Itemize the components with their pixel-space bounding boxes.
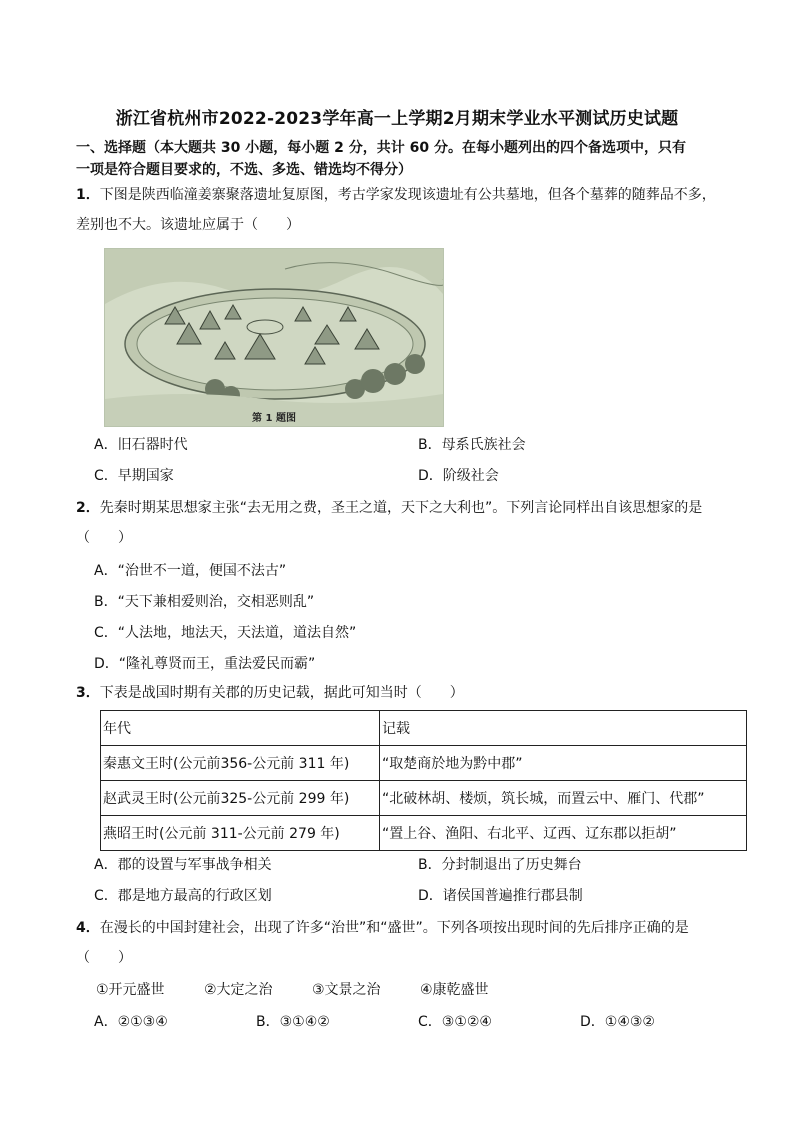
history-records-table: [100, 710, 747, 851]
figure-caption: 第 1 题图: [252, 413, 296, 424]
question-2: [76, 493, 756, 553]
section-heading-line2: 一项是符合题目要求的，不选、多选、错选均不得分）: [76, 162, 412, 178]
q1-option-c[interactable]: C．早期国家: [94, 468, 174, 484]
section-heading-line1: 一、选择题（本大题共 30 小题，每小题 2 分，共计 60 分。在每小题列出的四个备选项中，只有: [76, 140, 686, 156]
table-header-cell: 年代: [101, 711, 380, 746]
q3-option-b[interactable]: B．分封制退出了历史舞台: [418, 857, 582, 873]
table-cell: “置上谷、渔阳、右北平、辽西、辽东郡以拒胡”: [380, 816, 747, 851]
table-header-cell: 记载: [380, 711, 747, 746]
page-title: 浙江省杭州市2022-2023学年高一上学期2月期末学业水平测试历史试题: [115, 109, 679, 129]
table-cell: “取楚商於地为黔中郡”: [380, 746, 747, 781]
question-4-stem-line1: 在漫长的中国封建社会，出现了许多“治世”和“盛世”。下列各项按出现时间的先后排序正确的是: [99, 920, 689, 936]
table-cell: “北破林胡、楼烦，筑长城，而置云中、雁门、代郡”: [380, 781, 747, 816]
question-2-stem-line1: 先秦时期某思想家主张“去无用之费，圣王之道，天下之大利也”。下列言论同样出自该思想家的是: [99, 500, 703, 516]
q4-item-4: ④康乾盛世: [420, 982, 489, 998]
question-3-stem-line1: 下表是战国时期有关郡的历史记载，据此可知当时（ ）: [99, 685, 464, 701]
q4-option-c[interactable]: C．③①②④: [418, 1014, 492, 1030]
question-3-number: 3．: [76, 685, 100, 701]
table-cell: 燕昭王时(公元前 311-公元前 279 年): [101, 816, 380, 851]
settlement-sketch: [105, 249, 443, 426]
q4-option-a[interactable]: A．②①③④: [94, 1014, 168, 1030]
q3-option-a[interactable]: A．郡的设置与军事战争相关: [94, 857, 272, 873]
question-4: [76, 913, 756, 973]
q2-option-a[interactable]: A．“治世不一道，便国不法古”: [94, 563, 287, 579]
question-2-number: 2．: [76, 500, 100, 516]
question-1: [76, 180, 756, 240]
q2-option-b[interactable]: B．“天下兼相爱则治，交相恶则乱”: [94, 594, 315, 610]
q4-option-d[interactable]: D．①④③②: [580, 1014, 655, 1030]
q3-option-d[interactable]: D．诸侯国普遍推行郡县制: [418, 888, 583, 904]
section-heading: [76, 137, 756, 181]
q4-item-2: ②大定之治: [204, 982, 273, 998]
table-row: [101, 781, 747, 816]
question-2-stem-line2: （ ）: [76, 530, 132, 546]
q4-item-3: ③文景之治: [312, 982, 381, 998]
table-cell: 赵武灵王时(公元前325-公元前 299 年): [101, 781, 380, 816]
question-3: [76, 678, 756, 708]
q1-option-d[interactable]: D．阶级社会: [418, 468, 499, 484]
table-row: [101, 816, 747, 851]
question-1-stem-line2: 差别也不大。该遗址应属于（ ）: [76, 217, 300, 233]
table-cell: 秦惠文王时(公元前356-公元前 311 年): [101, 746, 380, 781]
table-header-row: [101, 711, 747, 746]
q4-option-b[interactable]: B．③①④②: [256, 1014, 330, 1030]
q2-option-c[interactable]: C．“人法地，地法天，天法道，道法自然”: [94, 625, 357, 641]
q2-option-d[interactable]: D．“隆礼尊贤而王，重法爱民而霸”: [94, 656, 316, 672]
q4-item-1: ①开元盛世: [96, 982, 165, 998]
q1-option-b[interactable]: B．母系氏族社会: [418, 437, 526, 453]
question-1-number: 1．: [76, 187, 100, 203]
question-4-number: 4．: [76, 920, 100, 936]
settlement-reconstruction-image: [104, 248, 444, 427]
table-row: [101, 746, 747, 781]
question-1-stem-line1: 下图是陕西临潼姜寨聚落遗址复原图，考古学家发现该遗址有公共墓地，但各个墓葬的随葬品不多，: [99, 187, 716, 203]
question-4-stem-line2: （ ）: [76, 950, 132, 966]
q3-option-c[interactable]: C．郡是地方最高的行政区划: [94, 888, 272, 904]
q1-option-a[interactable]: A．旧石器时代: [94, 437, 188, 453]
